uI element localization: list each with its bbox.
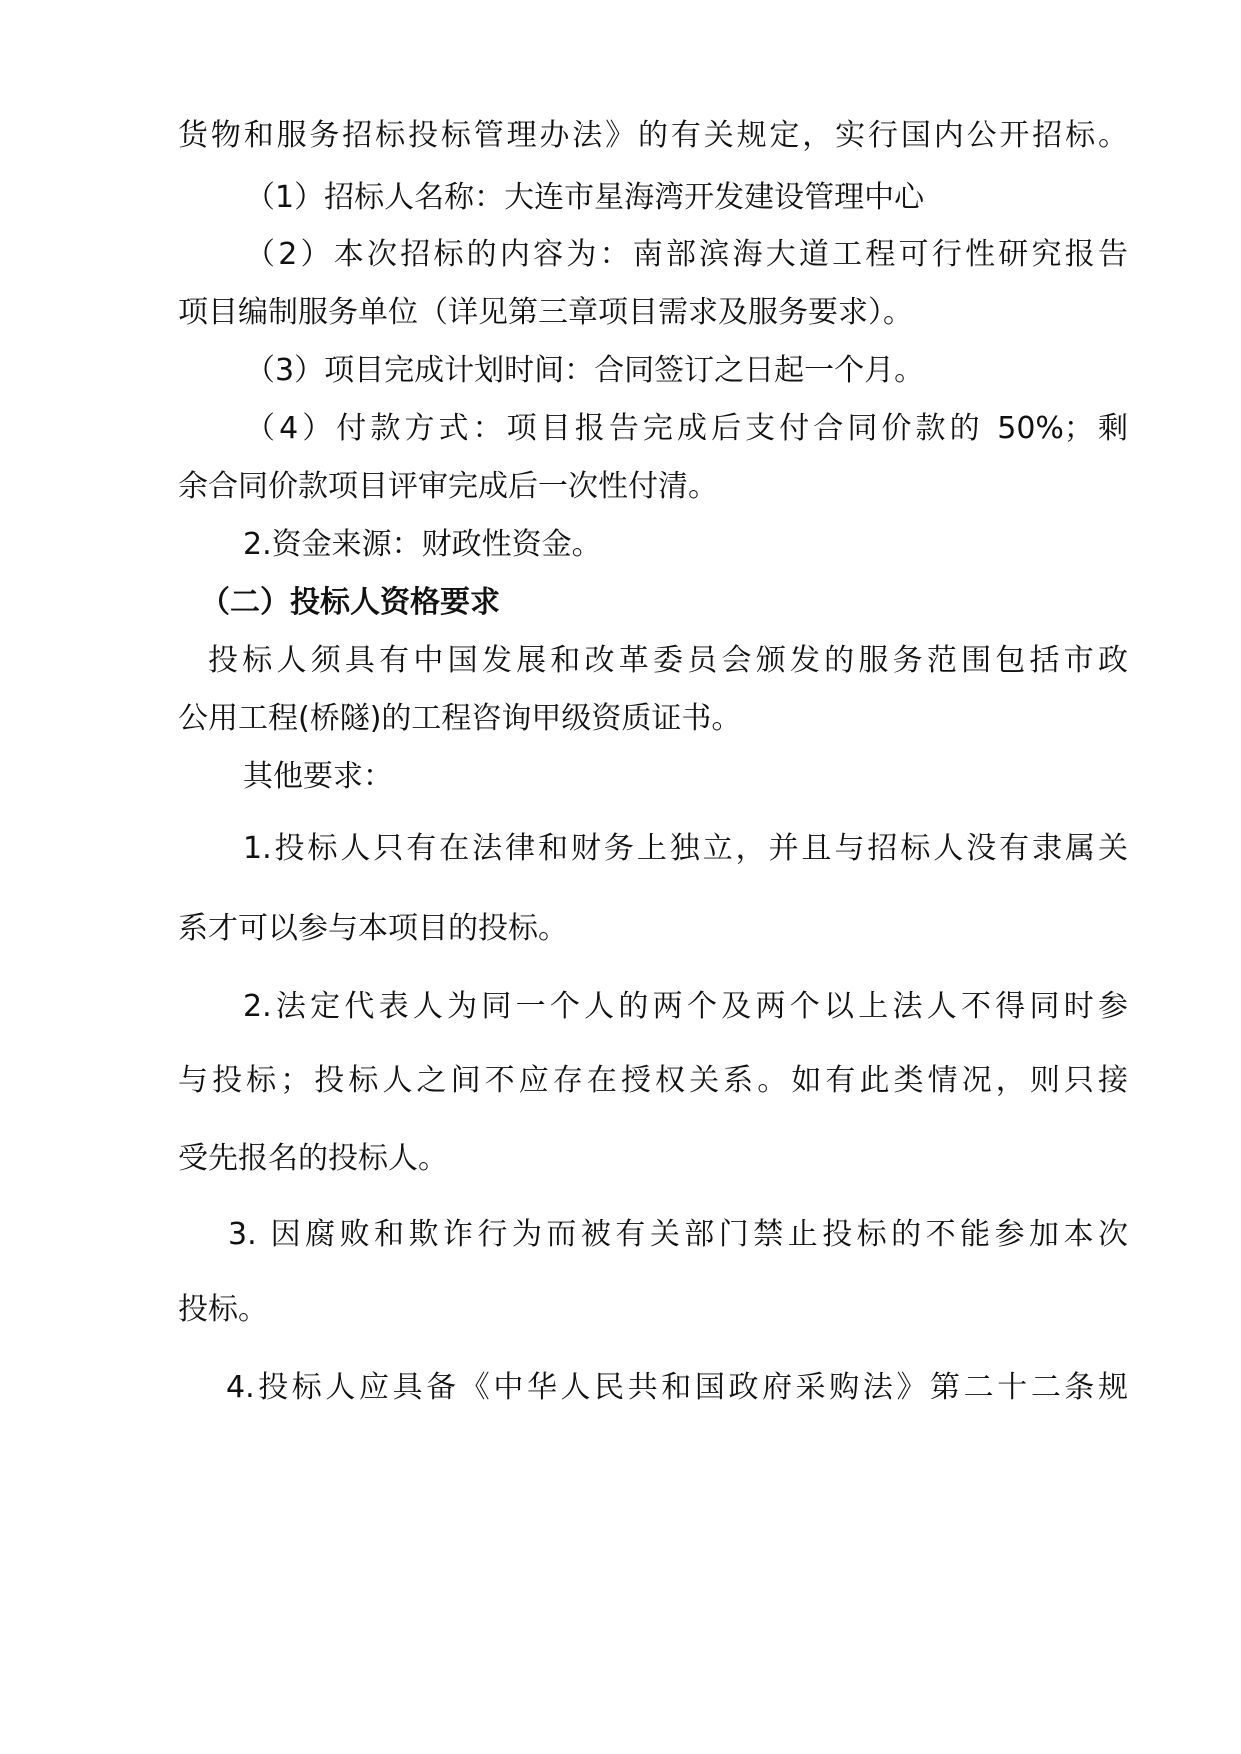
section-heading: （二）投标人资格要求 <box>200 585 500 620</box>
body-text-line: 系才可以参与本项目的投标。 <box>178 911 568 946</box>
body-text-line: 货物和服务招标投标管理办法》的有关规定，实行国内公开招标。 <box>178 118 1128 153</box>
body-text-line: 投标人须具有中国发展和改革委员会颁发的服务范围包括市政 <box>208 643 1128 678</box>
body-text-line: 公用工程(桥隧)的工程咨询甲级资质证书。 <box>178 701 742 736</box>
body-text-line: 投标。 <box>178 1292 268 1327</box>
requirement-1: 1.投标人只有在法律和财务上独立，并且与招标人没有隶属关 <box>243 831 1128 866</box>
requirement-3: 3. 因腐败和欺诈行为而被有关部门禁止投标的不能参加本次 <box>228 1217 1128 1252</box>
list-item-3: （3）项目完成计划时间：合同签订之日起一个月。 <box>245 353 925 388</box>
body-text-line: 受先报名的投标人。 <box>178 1141 448 1176</box>
funding-source: 2.资金来源：财政性资金。 <box>243 527 602 562</box>
list-item-4: （4）付款方式：项目报告完成后支付合同价款的 50%；剩 <box>245 411 1128 446</box>
body-text-line: 余合同价款项目评审完成后一次性付清。 <box>178 469 718 504</box>
body-text-line: 与投标；投标人之间不应存在授权关系。如有此类情况，则只接 <box>178 1063 1128 1098</box>
list-item-1: （1）招标人名称：大连市星海湾开发建设管理中心 <box>245 180 925 215</box>
subheading-other-requirements: 其他要求： <box>243 759 393 794</box>
list-item-2: （2）本次招标的内容为：南部滨海大道工程可行性研究报告 <box>245 237 1128 272</box>
requirement-4: 4.投标人应具备《中华人民共和国政府采购法》第二十二条规 <box>226 1370 1128 1405</box>
requirement-2: 2.法定代表人为同一个人的两个及两个以上法人不得同时参 <box>243 989 1128 1024</box>
body-text-line: 项目编制服务单位（详见第三章项目需求及服务要求）。 <box>178 295 913 330</box>
